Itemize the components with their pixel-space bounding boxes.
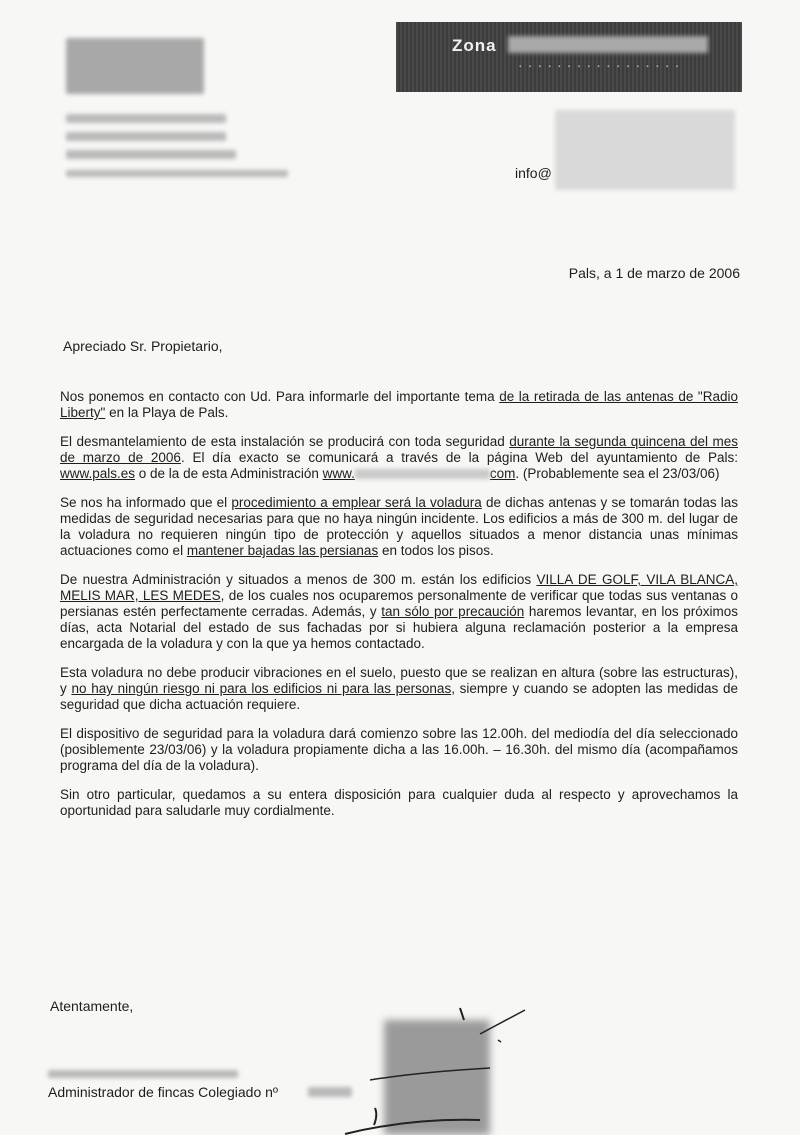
paragraph-2: El desmantelamiento de esta instalación se producirá con toda seguridad durante la segunda quincena del mes de marzo de 2006. El día exacto se comunicará a través de la página Web del ayuntamiento de Pals: www.pals.es o de la de esta Administración www. com. (Probablemente sea el 23/03/06) — [60, 434, 738, 481]
redacted-address-line — [66, 150, 236, 159]
email-prefix: info@ — [515, 165, 552, 181]
paragraph-6: El dispositivo de seguridad para la voladura dará comienzo sobre las 12.00h. del mediodía del día seleccionado (posiblemente 23/03/06) y la voladura propiamente dicha a las 16.00h. – 16.30h. del mismo día (acompañamos programa del día de la voladura). — [60, 726, 738, 773]
date-line: Pals, a 1 de marzo de 2006 — [568, 265, 740, 281]
redacted-address-line — [66, 132, 226, 141]
redacted-logo — [66, 38, 204, 94]
closing: Atentamente, — [50, 998, 134, 1014]
greeting: Apreciado Sr. Propietario, — [63, 338, 223, 354]
paragraph-5: Esta voladura no debe producir vibraciones en el suelo, puesto que se realizan en altura (sobre las estructuras), y no hay ningún riesgo ni para los edificios ni para las personas, siempre y cuando se adopten las medidas de seguridad que dicha actuación requiere. — [60, 665, 739, 712]
company-logo — [396, 22, 742, 92]
signature-label: Administrador de fincas Colegiado nº — [48, 1084, 279, 1100]
signature-strokes — [330, 990, 560, 1135]
redacted-website — [355, 469, 490, 479]
letter-body — [60, 389, 738, 832]
link-pals: www.pals.es — [60, 466, 136, 481]
paragraph-3: Se nos ha informado que el procedimiento a emplear será la voladura de dichas antenas y se tomarán todas las medidas de seguridad necesarias para que no haya ningún incidente. Los edificios a más de 300 m. del lugar de la voladura no requieren ningún tipo de protección y aquellos situados a menor distancia unas mínimas actuaciones como el mantener bajadas las persianas en todos los pisos. — [60, 495, 738, 558]
redacted-address-line — [66, 170, 288, 177]
paragraph-7: Sin otro particular, quedamos a su entera disposición para cualquier duda al respecto y aprovechamos la oportunidad para saludarle muy cordialmente. — [60, 787, 738, 818]
paragraph-1: Nos ponemos en contacto con Ud. Para informarle del importante tema de la retirada de las antenas de "Radio Liberty" en la Playa de Pals. — [60, 389, 738, 420]
logo-title: Zona — [452, 36, 497, 55]
logo-subtitle-graphic: ▪ ▪ ▪ ▪ ▪ ▪ ▪ ▪ ▪ ▪ ▪ ▪ ▪ ▪ ▪ ▪ ▪ — [519, 64, 681, 70]
redacted-logo-name — [508, 36, 708, 53]
paragraph-4: De nuestra Administración y situados a menos de 300 m. están los edificios VILLA DE GOLF, VILA BLANCA, MELIS MAR, LES MEDES, de los cuales nos ocuparemos personalmente de verificar que todas sus ventanas o persianas estén perfectamente cerradas. Además, y tan sólo por precaución haremos levantar, en los próximos días, acta Notarial del estado de sus fachadas por si hubiera alguna reclamación posterior a la empresa encargada de la voladura y con la que ya hemos contactado. — [60, 572, 739, 651]
redacted-signer-name — [48, 1070, 238, 1078]
redacted-email-domain — [555, 110, 735, 190]
redacted-registration-number — [308, 1087, 352, 1097]
redacted-address-line — [66, 114, 226, 123]
